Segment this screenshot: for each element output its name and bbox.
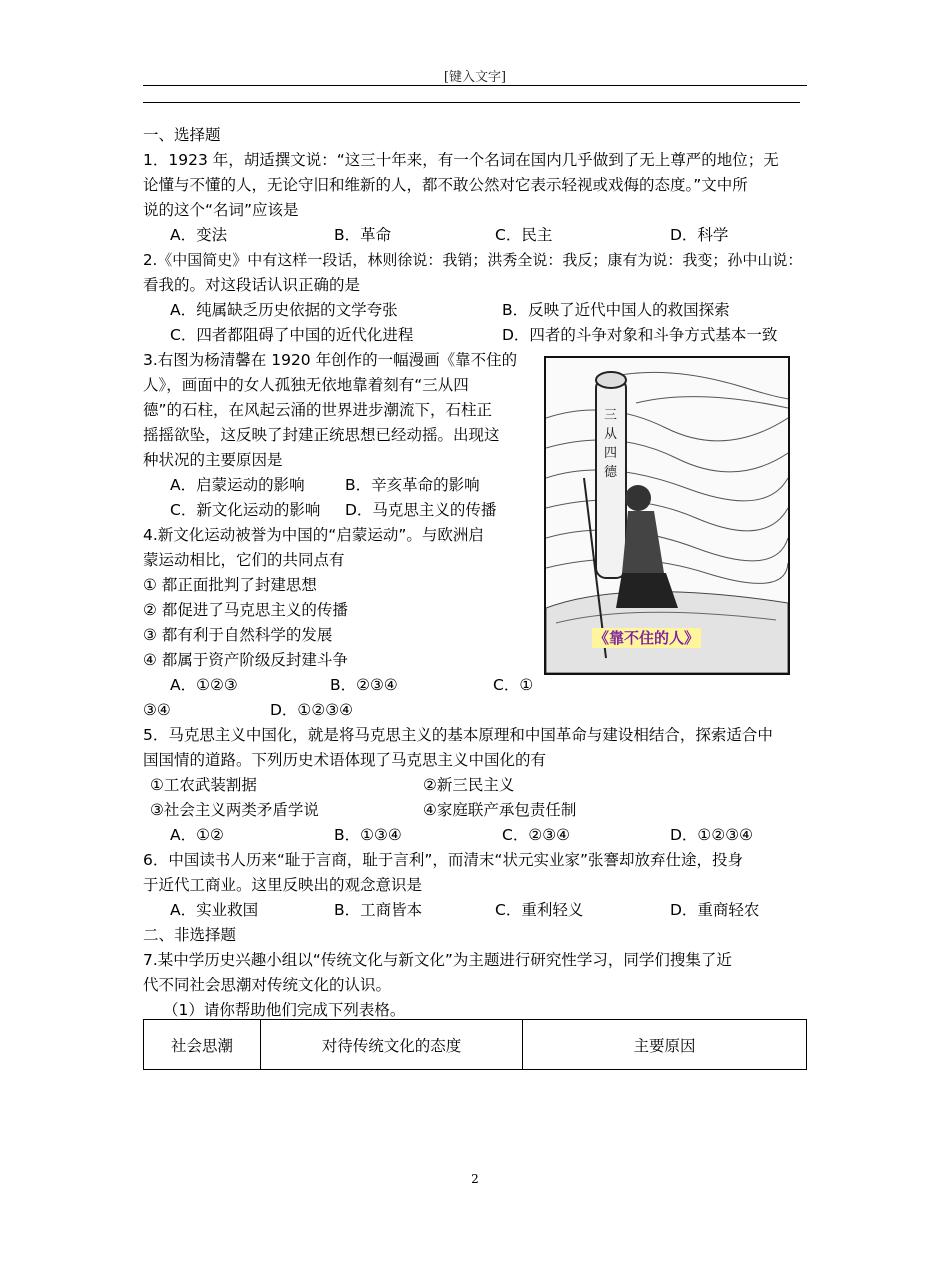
q4-option-b: B．②③④ (330, 676, 398, 694)
q5-item-2: ②新三民主义 (423, 776, 515, 794)
q2-option-a: A．纯属缺乏历史依据的文学夸张 (170, 301, 398, 319)
q5-item-4: ④家庭联产承包责任制 (423, 801, 577, 819)
q4-item-2: ② 都促进了马克思主义的传播 (143, 601, 348, 619)
q2-option-d: D．四者的斗争对象和斗争方式基本一致 (502, 326, 778, 344)
q2-option-c: C．四者都阻碍了中国的近代化进程 (170, 326, 414, 344)
table-header-cell: 社会思潮 (144, 1020, 261, 1070)
q5-item-1: ①工农武装割据 (150, 776, 257, 794)
q6-option-c: C．重利轻义 (495, 901, 584, 919)
q3-option-b: B．辛亥革命的影响 (345, 476, 480, 494)
q6-option-a: A．实业救国 (170, 901, 259, 919)
q5-line-1: 5．马克思主义中国化，就是将马克思主义的基本原理和中国革命与建设相结合，探索适合中 (143, 726, 773, 744)
q2-line-2: 看我的。对这段话认识正确的是 (143, 276, 361, 294)
q1-option-d: D．科学 (670, 226, 729, 244)
q3-line-1: 3.右图为杨清馨在 1920 年创作的一幅漫画《靠不住的 (143, 351, 518, 369)
q7-line-1: 7.某中学历史兴趣小组以“传统文化与新文化”为主题进行研究性学习，同学们搜集了近 (143, 951, 732, 969)
q5-option-a: A．①② (170, 826, 224, 844)
q4-option-a: A．①②③ (170, 676, 238, 694)
q5-option-b: B．①③④ (334, 826, 402, 844)
cartoon-caption: 《靠不住的人》 (594, 629, 700, 647)
q6-option-b: B．工商皆本 (334, 901, 423, 919)
q4-option-c: C．① (493, 676, 534, 694)
q3-line-2: 人》，画面中的女人孤独无依地靠着刻有“三从四 (143, 376, 469, 394)
q5-option-d: D．①②③④ (670, 826, 754, 844)
q4-item-1: ① 都正面批判了封建思想 (143, 576, 317, 594)
header-rule (143, 85, 807, 86)
q3-line-3: 德”的石柱，在风起云涌的世界进步潮流下，石柱正 (143, 401, 493, 419)
q4-option-d: D．①②③④ (270, 701, 354, 719)
q1-line-1: 1．1923 年，胡适撰文说：“这三十年来，有一个名词在国内几乎做到了无上尊严的地位；无 (143, 151, 779, 169)
q4-option-c-cont: ③④ (143, 701, 171, 719)
q1-option-c: C．民主 (495, 226, 553, 244)
q7-table (143, 1019, 807, 1070)
table-header-cell: 对待传统文化的态度 (261, 1020, 523, 1070)
cartoon-column-text: 三从四德 (604, 408, 618, 480)
q1-option-a: A．变法 (170, 226, 228, 244)
q5-option-c: C．②③④ (502, 826, 571, 844)
section-title-choice: 一、选择题 (143, 126, 221, 144)
cartoon-illustration (546, 358, 788, 673)
q7-sub-1: （1）请你帮助他们完成下列表格。 (163, 1001, 406, 1019)
cartoon-figure (544, 356, 790, 675)
q3-line-4: 摇摇欲坠，这反映了封建正统思想已经动摇。出现这 (143, 426, 500, 444)
q5-item-3: ③社会主义两类矛盾学说 (150, 801, 319, 819)
q3-option-c: C．新文化运动的影响 (170, 501, 321, 519)
q1-line-3: 说的这个“名词”应该是 (143, 201, 299, 219)
page-header: [键入文字] (443, 70, 507, 85)
section-title-nonchoice: 二、非选择题 (143, 926, 237, 944)
q7-line-2: 代不同社会思潮对传统文化的认识。 (143, 976, 392, 994)
q5-line-2: 国国情的道路。下列历史术语体现了马克思主义中国化的有 (143, 751, 547, 769)
q4-item-4: ④ 都属于资产阶级反封建斗争 (143, 651, 348, 669)
header-rule-2 (143, 102, 800, 103)
q3-option-d: D．马克思主义的传播 (345, 501, 497, 519)
q1-option-b: B．革命 (334, 226, 392, 244)
q6-option-d: D．重商轻农 (670, 901, 760, 919)
q2-line-1: 2.《中国简史》中有这样一段话，林则徐说：我销；洪秀全说：我反；康有为说：我变；孙中山说： (143, 251, 803, 269)
q4-item-3: ③ 都有利于自然科学的发展 (143, 626, 333, 644)
table-header-cell: 主要原因 (523, 1020, 807, 1070)
q3-option-a: A．启蒙运动的影响 (170, 476, 305, 494)
q1-line-2: 论懂与不懂的人，无论守旧和维新的人，都不敢公然对它表示轻视或戏侮的态度。”文中所 (143, 176, 748, 194)
q6-line-2: 于近代工商业。这里反映出的观念意识是 (143, 876, 423, 894)
q4-line-2: 蒙运动相比，它们的共同点有 (143, 551, 345, 569)
q3-line-5: 种状况的主要原因是 (143, 451, 283, 469)
q4-line-1: 4.新文化运动被誉为中国的“启蒙运动”。与欧洲启 (143, 526, 484, 544)
q2-option-b: B．反映了近代中国人的救国探索 (502, 301, 730, 319)
table-header-row (144, 1020, 807, 1070)
page-number: 2 (471, 1172, 479, 1186)
q6-line-1: 6．中国读书人历来“耻于言商，耻于言利”，而清末“状元实业家”张謇却放弃仕途，投身 (143, 851, 743, 869)
